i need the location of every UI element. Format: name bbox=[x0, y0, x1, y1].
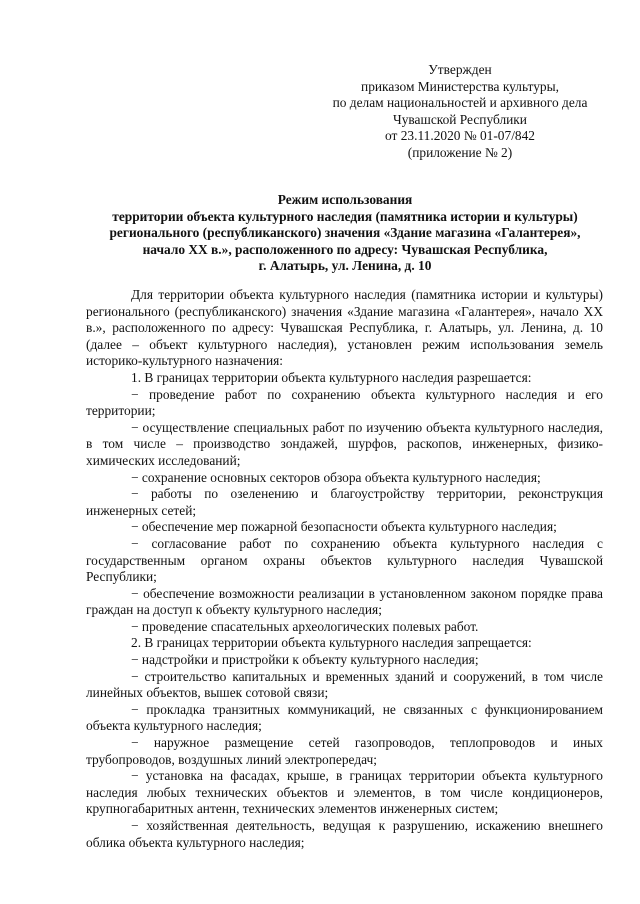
document-body bbox=[86, 287, 603, 851]
approval-line: Утвержден bbox=[428, 62, 492, 77]
title-line: начало XX в.», расположенного по адресу: Чувашская Республика, bbox=[142, 241, 548, 257]
allowed-item: − обеспечение мер пожарной безопасности объекта культурного наследия; bbox=[131, 519, 557, 535]
section-1-heading: 1. В границах территории объекта культурного наследия разрешается: bbox=[131, 369, 532, 385]
intro-paragraph: Для территории объекта культурного наследия (памятника истории и культуры) регионального (республиканского) значения «Здание магазина «Галантерея», начало XX в.», расположенного по адресу: Чувашская Республика, г. Алатырь, ул. Ленина, д. 10 (далее – объект культурного наследия), установлен режим использования земель историко-культурного назначения: bbox=[86, 287, 603, 369]
allowed-item: − осуществление специальных работ по изучению объекта культурного наследия, в том числе – производство зондажей, шурфов, раскопов, инженерных, физико-химических исследований; bbox=[86, 419, 603, 468]
section-2-heading: 2. В границах территории объекта культурного наследия запрещается: bbox=[131, 635, 532, 651]
title-line: регионального (республиканского) значения «Здание магазина «Галантерея», bbox=[109, 225, 581, 241]
prohibited-item: − строительство капитальных и временных зданий и сооружений, в том числе линейных объектов, вышек сотовой связи; bbox=[86, 668, 603, 701]
allowed-item: − обеспечение возможности реализации в установленном законом порядке права граждан на доступ к объекту культурного наследия; bbox=[86, 585, 603, 618]
approval-line: (приложение № 2) bbox=[407, 144, 513, 160]
title-line: территории объекта культурного наследия (памятника истории и культуры) bbox=[112, 208, 578, 224]
prohibited-item: − надстройки и пристройки к объекту культурного наследия; bbox=[131, 652, 479, 668]
document-title bbox=[88, 192, 602, 275]
prohibited-item: − прокладка транзитных коммуникаций, не связанных с функционированием объекта культурного наследия; bbox=[86, 701, 603, 734]
title-line: Режим использования bbox=[277, 192, 413, 207]
approval-line: по делам национальностей и архивного дела bbox=[332, 95, 588, 111]
allowed-item: − согласование работ по сохранению объекта культурного наследия с государственным органом охраны объектов культурного наследия Чувашской Республики; bbox=[86, 535, 603, 585]
allowed-item: − работы по озеленению и благоустройству территории, реконструкция инженерных сетей; bbox=[86, 486, 603, 518]
allowed-item: − проведение спасательных археологических полевых работ. bbox=[131, 618, 479, 634]
approval-block bbox=[318, 62, 602, 162]
prohibited-item: − установка на фасадах, крыше, в границах территории объекта культурного наследия любых технических объектов и элементов, в том числе кондиционеров, крупногабаритных антенн, технических элементов инженерных систем; bbox=[86, 768, 603, 817]
approval-line: Чувашской Республики bbox=[393, 111, 527, 127]
allowed-item: − проведение работ по сохранению объекта культурного наследия и его территории; bbox=[86, 386, 603, 419]
approval-line: от 23.11.2020 № 01-07/842 bbox=[385, 128, 535, 144]
approval-line: приказом Министерства культуры, bbox=[361, 78, 559, 94]
title-line: г. Алатырь, ул. Ленина, д. 10 bbox=[258, 258, 432, 274]
allowed-item: − сохранение основных секторов обзора объекта культурного наследия; bbox=[131, 469, 541, 485]
prohibited-item: − хозяйственная деятельность, ведущая к разрушению, искажению внешнего облика объекта культурного наследия; bbox=[86, 818, 603, 850]
prohibited-item: − наружное размещение сетей газопроводов, теплопроводов и иных трубопроводов, воздушных линий электропередач; bbox=[86, 735, 603, 767]
